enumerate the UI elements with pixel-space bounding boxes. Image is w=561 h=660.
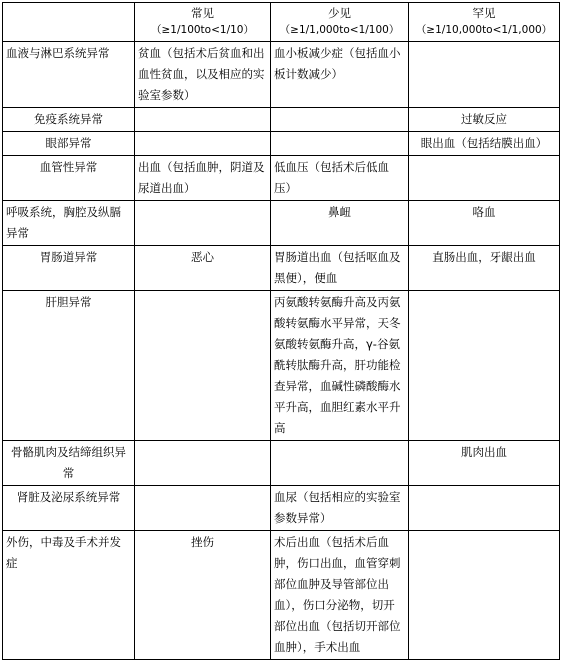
header-rare-label: 罕见 (472, 6, 496, 20)
system-cell: 血液与淋巴系统异常 (3, 42, 135, 108)
header-uncommon-range: （≥1/1,000to<1/100） (279, 24, 400, 36)
uncommon-cell: 血小板减少症（包括血小板计数减少） (271, 42, 409, 108)
rare-cell: 直肠出血，牙龈出血 (409, 246, 560, 291)
uncommon-cell: 胃肠道出血（包括呕血及黑便），便血 (271, 246, 409, 291)
rare-cell (409, 531, 560, 660)
common-cell: 出血（包括血肿，阴道及尿道出血） (135, 156, 271, 201)
header-common-cell (135, 3, 271, 42)
uncommon-cell (271, 132, 409, 156)
header-uncommon-cell (271, 3, 409, 42)
adverse-reactions-table (2, 2, 560, 660)
uncommon-cell: 术后出血（包括术后血肿，伤口出血，血管穿刺部位血肿及导管部位出血），伤口分泌物，切开部位出血（包括切开部位血肿），手术出血 (271, 531, 409, 660)
common-cell (135, 441, 271, 486)
uncommon-cell (271, 108, 409, 132)
system-cell: 免疫系统异常 (3, 108, 135, 132)
table-row (3, 42, 560, 108)
header-rare-range: （≥1/10,000to<1/1,000） (415, 24, 553, 36)
header-system-cell (3, 3, 135, 42)
system-cell: 外伤，中毒及手术并发症 (3, 531, 135, 660)
system-cell: 血管性异常 (3, 156, 135, 201)
uncommon-cell: 丙氨酸转氨酶升高及丙氨酸转氨酶水平异常，天冬氨酸转氨酶升高，γ-谷氨酰转肽酶升高，肝功能检查异常，血碱性磷酸酶水平升高，血胆红素水平升高 (271, 291, 409, 441)
system-cell: 骨骼肌肉及结缔组织异常 (3, 441, 135, 486)
header-row (3, 3, 560, 42)
common-cell: 贫血（包括术后贫血和出血性贫血，以及相应的实验室参数） (135, 42, 271, 108)
table-row (3, 441, 560, 486)
common-cell: 挫伤 (135, 531, 271, 660)
header-uncommon-label: 少见 (328, 6, 351, 20)
rare-cell: 眼出血（包括结膜出血） (409, 132, 560, 156)
header-common-range: （≥1/100to<1/10） (151, 24, 254, 36)
uncommon-cell: 低血压（包括术后低血压） (271, 156, 409, 201)
system-cell: 胃肠道异常 (3, 246, 135, 291)
header-rare-cell (409, 3, 560, 42)
table-row (3, 156, 560, 201)
uncommon-cell (271, 441, 409, 486)
rare-cell: 咯血 (409, 201, 560, 246)
common-cell (135, 486, 271, 531)
uncommon-cell: 鼻衄 (271, 201, 409, 246)
table-row (3, 531, 560, 660)
common-cell: 恶心 (135, 246, 271, 291)
rare-cell: 肌肉出血 (409, 441, 560, 486)
table-row (3, 132, 560, 156)
system-cell: 肝胆异常 (3, 291, 135, 441)
system-cell: 肾脏及泌尿系统异常 (3, 486, 135, 531)
table-row (3, 246, 560, 291)
rare-cell (409, 486, 560, 531)
rare-cell: 过敏反应 (409, 108, 560, 132)
common-cell (135, 108, 271, 132)
common-cell (135, 291, 271, 441)
table-row (3, 108, 560, 132)
common-cell (135, 201, 271, 246)
header-common-label: 常见 (191, 6, 214, 20)
system-cell: 眼部异常 (3, 132, 135, 156)
table-row (3, 201, 560, 246)
rare-cell (409, 42, 560, 108)
system-cell: 呼吸系统，胸腔及纵膈异常 (3, 201, 135, 246)
uncommon-cell: 血尿（包括相应的实验室参数异常） (271, 486, 409, 531)
rare-cell (409, 156, 560, 201)
table-row (3, 486, 560, 531)
rare-cell (409, 291, 560, 441)
table-row (3, 291, 560, 441)
common-cell (135, 132, 271, 156)
